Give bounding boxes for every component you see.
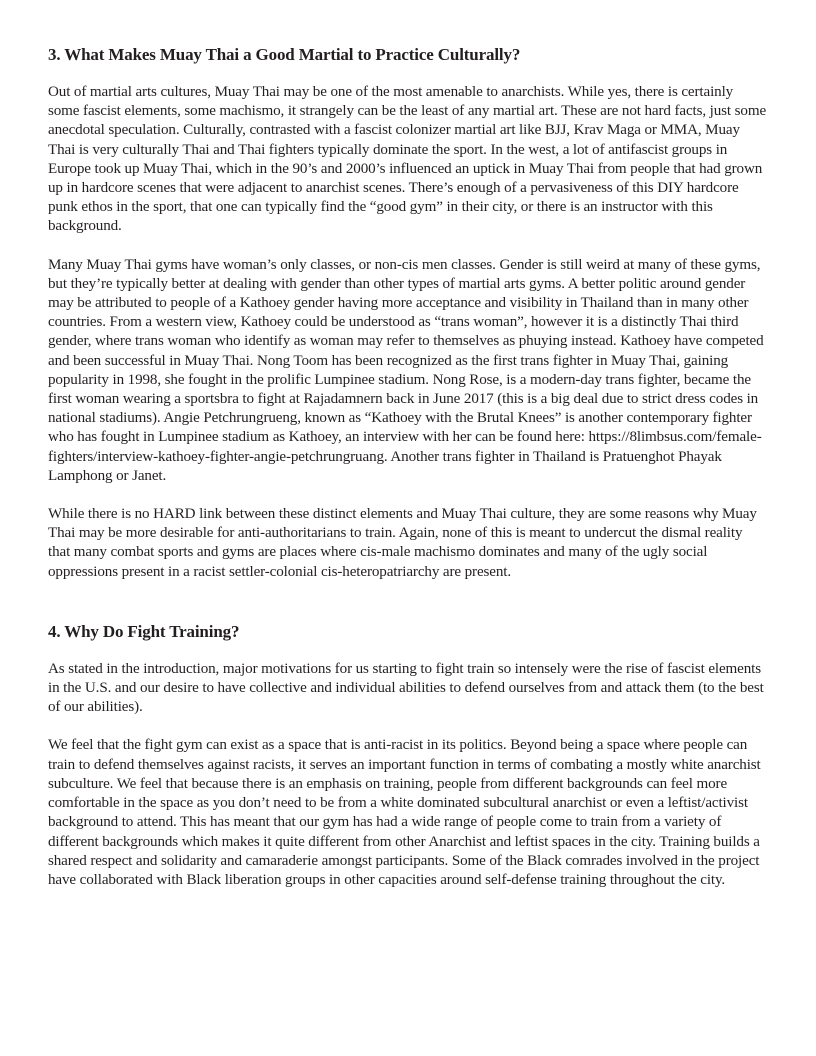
section-3-paragraph-1: Out of martial arts cultures, Muay Thai may be one of the most amenable to anarchists. While yes, there is certainly some fascist elements, some machismo, it strangely can be the least of any martial art. These are not hard facts, just some anecdotal speculation. Culturally, contrasted with a fascist colonizer martial art like BJJ, Krav Maga or MMA, Muay Thai is very culturally Thai and Thai fighters typically dominate the sport. In the west, a lot of antifascist groups in Europe took up Muay Thai, which in the 90’s and 2000’s influenced an uptick in Muay Thai from people that had grown up in hardcore scenes that were adjacent to anarchist scenes. There’s enough of a pervasiveness of this DIY hardcore punk ethos in the sport, that one can typically find the “good gym” in their city, or there is an instructor with this background.	[48, 84, 767, 235]
document-page	[48, 44, 768, 890]
section-4-paragraph-2: We feel that the fight gym can exist as a space that is anti-racist in its politics. Beyond being a space where people can train to defend themselves against racists, it serves an important function in terms of combating a mostly white anarchist subculture. We feel that because there is an emphasis on training, people from different backgrounds can feel more comfortable in the space as you don’t need to be from a white dominated subcultural anarchist or even a leftist/activist background to attend. This has meant that our gym has had a wide range of people come to train from a variety of different backgrounds which makes it quite different from other Anarchist and leftist spaces in the city. Training builds a shared respect and solidarity and camaraderie amongst participants. Some of the Black comrades involved in the project have collaborated with Black liberation groups in other capacities around self-defense training throughout the city.	[48, 737, 761, 888]
section-4-heading: 4. Why Do Fight Training?	[48, 621, 240, 641]
section-3-heading: 3. What Makes Muay Thai a Good Martial to Practice Culturally?	[48, 45, 521, 64]
section-3-paragraph-2: Many Muay Thai gyms have woman’s only classes, or non-cis men classes. Gender is still weird at many of these gyms, but they’re typically better at dealing with gender than other types of martial arts gyms. A better politic around gender may be attributed to people of a Kathoey gender having more acceptance and visibility in Thailand than in many other countries. From a western view, Kathoey could be understood as “trans woman”, however it is a distinctly Thai third gender, where trans woman who identify as woman may refer to themselves as phuying instead. Kathoey have competed and been successful in Muay Thai. Nong Toom has been recognized as the first trans fighter in Muay Thai, gaining popularity in 1998, she fought in the prolific Lumpinee stadium. Nong Rose, is a modern-day trans fighter, became the first woman wearing a sportsbra to fight at Rajadamnern back in June 2017 (this is a big deal due to strict dress codes in national stadiums). Angie Petchrungrueng, known as “Kathoey with the Brutal Knees” is another contemporary fighter who has fought in Lumpinee stadium as Kathoey, an interview with her can be found here: https://8limbsus.com/female-fighters/interview-kathoey-fighter-angie-petchrungruang. Another trans fighter in Thailand is Pratuenghot Phayak Lamphong or Janet.	[48, 256, 764, 484]
section-3-paragraph-3: While there is no HARD link between these distinct elements and Muay Thai culture, they are some reasons why Muay Thai may be more desirable for anti-authoritarians to train. Again, none of this is meant to undercut the dismal reality that many combat sports and gyms are places where cis-male machismo dominates and many of the ugly social oppressions present in a racist settler-colonial cis-heteropatriarchy are present.	[48, 506, 757, 580]
section-4-paragraph-1: As stated in the introduction, major motivations for us starting to fight train so intensely were the rise of fascist elements in the U.S. and our desire to have collective and individual abilities to defend ourselves from and attack them (to the best of our abilities).	[48, 660, 764, 716]
